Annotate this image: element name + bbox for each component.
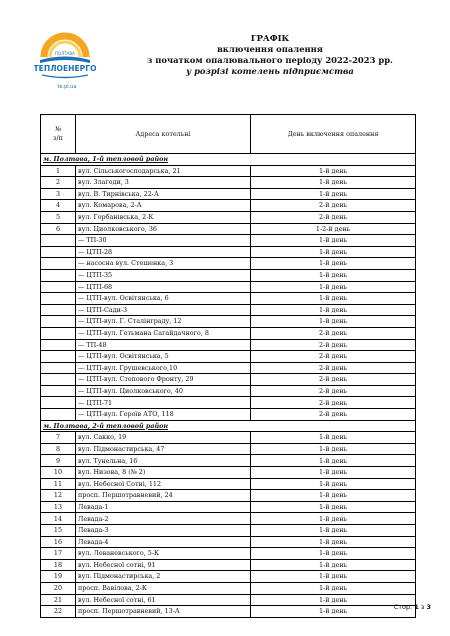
row-number: 6 [41, 223, 76, 235]
row-number: 11 [41, 478, 76, 490]
row-day: 1-й день [251, 304, 416, 316]
row-day: 1-й день [251, 269, 416, 281]
table-row [41, 327, 416, 339]
row-number [41, 327, 76, 339]
table-row [41, 582, 416, 594]
row-day: 1-й день [251, 490, 416, 502]
table-row [41, 385, 416, 397]
row-day: 1-й день [251, 501, 416, 513]
row-address: — ЦТП-вул. Освітянська, 5 [76, 351, 251, 363]
row-number [41, 397, 76, 409]
page-footer [394, 603, 431, 611]
row-day: 1-й день [251, 571, 416, 583]
table-row [41, 211, 416, 223]
row-address: — ЦТП-вул. Г. Сталінграду, 12 [76, 316, 251, 328]
row-address: вул. Сільськогосподарська, 21 [76, 165, 251, 177]
row-address: — ЦТП-вул. Героїв АТО, 118 [76, 409, 251, 421]
table-row [41, 443, 416, 455]
row-day: 1-й день [251, 188, 416, 200]
row-address: вул. Небесної сотні, 61 [76, 594, 251, 606]
row-number: 13 [41, 501, 76, 513]
row-address: — ЦТП-Сади-3 [76, 304, 251, 316]
row-day: 1-й день [251, 177, 416, 189]
row-address: — ЦТП-71 [76, 397, 251, 409]
table-row [41, 281, 416, 293]
row-day: 1-й день [251, 246, 416, 258]
row-address: — ЦТП-35 [76, 269, 251, 281]
document-title [125, 33, 415, 77]
logo-url: te.pl.ua [57, 84, 77, 90]
schedule-table [40, 114, 416, 618]
table-row [41, 409, 416, 421]
table-row [41, 269, 416, 281]
section-row [41, 154, 416, 166]
table-row [41, 165, 416, 177]
row-address: просп. Першотравневий, 13-А [76, 606, 251, 618]
table-row [41, 594, 416, 606]
table-row [41, 467, 416, 479]
row-number: 2 [41, 177, 76, 189]
table-row [41, 513, 416, 525]
row-address: вул. Підмонастирська, 2 [76, 571, 251, 583]
footer-page: 1 [414, 603, 419, 611]
row-number: 4 [41, 200, 76, 212]
row-day: 2-й день [251, 200, 416, 212]
table-row [41, 397, 416, 409]
row-address: Левада-2 [76, 513, 251, 525]
row-address: вул. Циолковського, 36 [76, 223, 251, 235]
row-address: Левада-3 [76, 525, 251, 537]
table-row [41, 235, 416, 247]
row-number [41, 246, 76, 258]
row-number: 14 [41, 513, 76, 525]
row-address: Левада-1 [76, 501, 251, 513]
row-number [41, 281, 76, 293]
table-row [41, 304, 416, 316]
table-row [41, 316, 416, 328]
row-number: 20 [41, 582, 76, 594]
table-header-row [41, 115, 416, 154]
table-row [41, 258, 416, 270]
row-number [41, 269, 76, 281]
row-day: 1-й день [251, 467, 416, 479]
header-address: Адреса котельні [76, 115, 251, 154]
row-address: — ЦТП-вул. Грушевського,10 [76, 362, 251, 374]
row-day: 1-й день [251, 281, 416, 293]
table-row [41, 223, 416, 235]
table-row [41, 362, 416, 374]
title-line-2: включення опалення [216, 44, 323, 54]
table-row [41, 432, 416, 444]
row-address: Левада-4 [76, 536, 251, 548]
table-row [41, 351, 416, 363]
title-line-3: з початком опалювального періоду 2022-2023 рр. [147, 55, 393, 65]
row-day: 2-й день [251, 385, 416, 397]
row-address: вул. Леваневського, 5-К [76, 548, 251, 560]
row-number: 7 [41, 432, 76, 444]
row-day: 1-й день [251, 258, 416, 270]
row-number: 17 [41, 548, 76, 560]
row-day: 2-й день [251, 409, 416, 421]
row-address: вул. Підмонастирська, 47 [76, 443, 251, 455]
row-day: 1-й день [251, 432, 416, 444]
table-row [41, 559, 416, 571]
table-row [41, 246, 416, 258]
row-address: — ЦТП-68 [76, 281, 251, 293]
row-day: 1-й день [251, 235, 416, 247]
table-row [41, 548, 416, 560]
row-day: 2-й день [251, 211, 416, 223]
header-day: День включення опалення [251, 115, 416, 154]
row-day: 1-й день [251, 513, 416, 525]
row-address: — ЦТП-вул. Гетьмана Сагайдачного, 8 [76, 327, 251, 339]
row-number: 19 [41, 571, 76, 583]
table-row [41, 606, 416, 618]
row-address: вул. Небесної сотні, 91 [76, 559, 251, 571]
row-number: 5 [41, 211, 76, 223]
row-address: вул. Низова, 8 (№ 2) [76, 467, 251, 479]
row-address: — ЦТП-28 [76, 246, 251, 258]
row-address: вул. Небесної Сотні, 112 [76, 478, 251, 490]
row-day: 2-й день [251, 327, 416, 339]
table-row [41, 525, 416, 537]
row-address: вул. Злагоди, 3 [76, 177, 251, 189]
row-number [41, 304, 76, 316]
table-row [41, 293, 416, 305]
table-row [41, 200, 416, 212]
row-address: просп. Вавілова, 2-К [76, 582, 251, 594]
row-number: 1 [41, 165, 76, 177]
row-number [41, 258, 76, 270]
row-day: 1-й день [251, 316, 416, 328]
row-day: 1-й день [251, 606, 416, 618]
row-day: 1-й день [251, 525, 416, 537]
row-day: 1-й день [251, 478, 416, 490]
row-number: 21 [41, 594, 76, 606]
row-day: 2-й день [251, 397, 416, 409]
row-address: вул. Комарова, 2-А [76, 200, 251, 212]
title-line-1: ГРАФІК [250, 33, 290, 43]
row-address: вул. Сакко, 19 [76, 432, 251, 444]
row-number [41, 235, 76, 247]
row-number: 18 [41, 559, 76, 571]
row-day: 1-й день [251, 594, 416, 606]
row-address: вул. Горбанівська, 2-К [76, 211, 251, 223]
footer-total: 3 [426, 603, 431, 611]
table-row [41, 177, 416, 189]
row-number: 15 [41, 525, 76, 537]
section-row [41, 420, 416, 432]
row-number [41, 409, 76, 421]
row-number [41, 385, 76, 397]
row-address: — ЦТП-вул. Степового Фронту, 29 [76, 374, 251, 386]
row-day: 1-й день [251, 165, 416, 177]
row-day: 1-й день [251, 536, 416, 548]
row-number [41, 362, 76, 374]
row-day: 1-2-й день [251, 223, 416, 235]
logo-top-text: ПОЛТАВА [55, 51, 75, 56]
row-number [41, 293, 76, 305]
row-number: 16 [41, 536, 76, 548]
table-row [41, 339, 416, 351]
row-address: — насосна вул. Стешенка, 3 [76, 258, 251, 270]
company-logo [34, 27, 96, 85]
row-day: 1-й день [251, 548, 416, 560]
header-number [41, 115, 76, 154]
row-address: — ЦТП-вул. Освітянська, 6 [76, 293, 251, 305]
row-day: 2-й день [251, 374, 416, 386]
row-address: вул. В. Тирнівська, 22-А [76, 188, 251, 200]
row-number [41, 316, 76, 328]
row-day: 1-й день [251, 455, 416, 467]
row-day: 1-й день [251, 443, 416, 455]
row-address: просп. Першотравневий, 24 [76, 490, 251, 502]
table-row [41, 571, 416, 583]
row-number: 22 [41, 606, 76, 618]
footer-prefix: Стор. [393, 603, 413, 611]
row-number: 9 [41, 455, 76, 467]
row-day: 1-й день [251, 293, 416, 305]
row-day: 1-й день [251, 559, 416, 571]
row-address: вул. Тунельна, 16 [76, 455, 251, 467]
row-number: 3 [41, 188, 76, 200]
row-day: 2-й день [251, 351, 416, 363]
header-number-line2: з/п [53, 134, 63, 142]
row-address: — ЦТП-вул. Циолковського, 40 [76, 385, 251, 397]
row-day: 2-й день [251, 339, 416, 351]
footer-of: з [420, 603, 425, 611]
table-row [41, 455, 416, 467]
row-day: 1-й день [251, 582, 416, 594]
row-address: — ТП-48 [76, 339, 251, 351]
table-row [41, 478, 416, 490]
table-row [41, 490, 416, 502]
section-title: м. Полтава, 2-й тепловой район [41, 420, 416, 432]
row-number [41, 339, 76, 351]
row-number: 8 [41, 443, 76, 455]
table-body [41, 154, 416, 618]
section-title: м. Полтава, 1-й тепловой район [41, 154, 416, 166]
row-address: — ТП-30 [76, 235, 251, 247]
table-row [41, 374, 416, 386]
header-number-line1: № [54, 125, 62, 133]
table-row [41, 501, 416, 513]
title-line-4: у розрізі котелень підприємства [186, 66, 354, 76]
row-number [41, 374, 76, 386]
row-number [41, 351, 76, 363]
row-number: 10 [41, 467, 76, 479]
row-number: 12 [41, 490, 76, 502]
row-day: 2-й день [251, 362, 416, 374]
table-row [41, 536, 416, 548]
logo-brand-text: ТЕПЛОЕНЕРГО [34, 64, 96, 73]
table-row [41, 188, 416, 200]
